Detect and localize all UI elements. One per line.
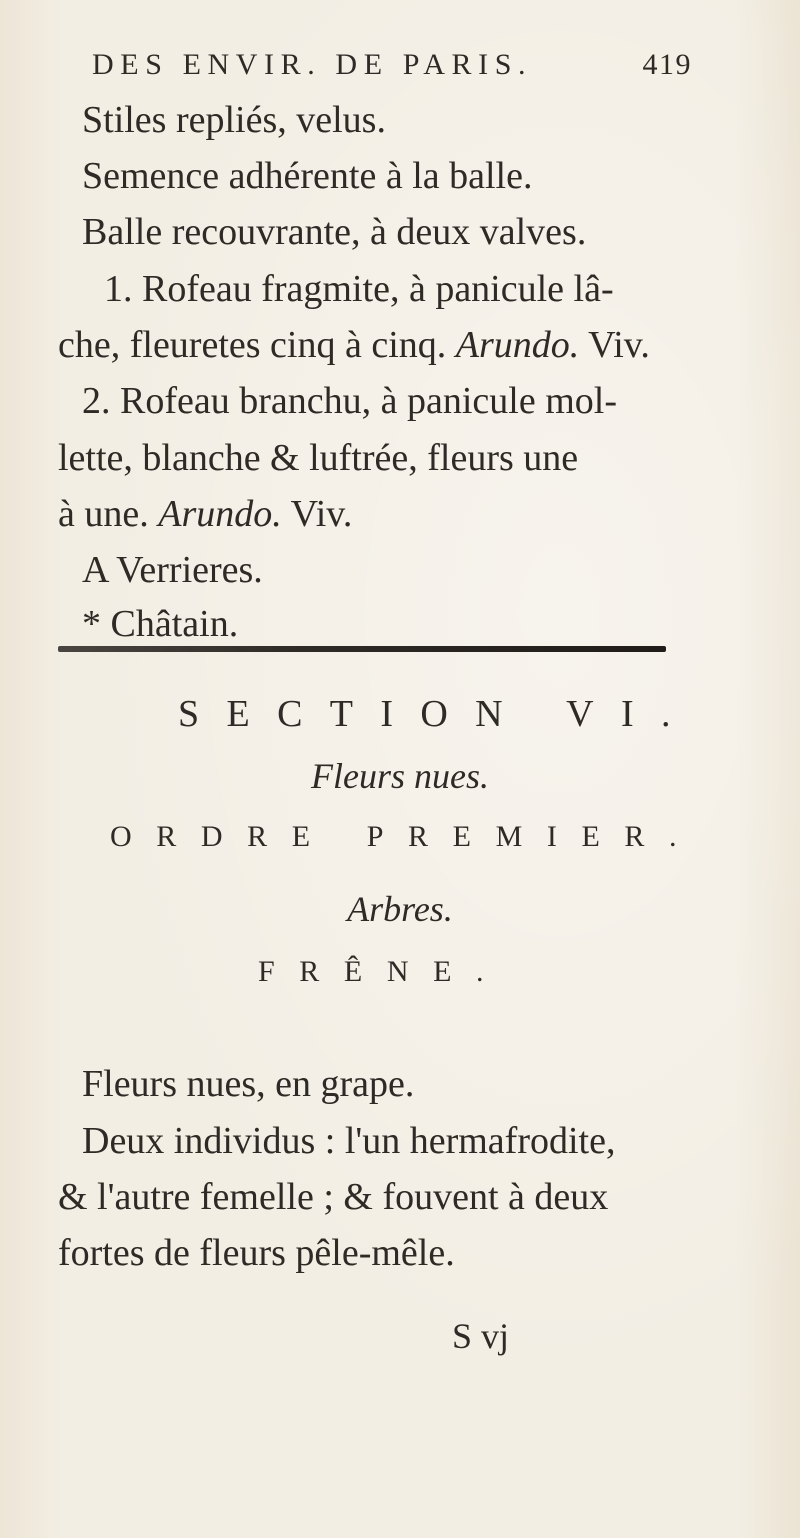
genus-heading: FRÊNE. [258,955,509,988]
section-title: SECTION VI. [178,693,698,735]
section-divider [58,646,666,652]
text-line: fortes de fleurs pêle-mêle. [58,1232,455,1274]
text-line: 2. Rofeau branchu, à panicule mol- [82,380,617,422]
text-line: * Châtain. [82,603,239,645]
running-head-title: DES ENVIR. DE PARIS. [92,48,533,81]
text-line: 1. Rofeau fragmite, à panicule lâ- [104,268,614,310]
section-subtitle: Fleurs nues. [311,756,489,796]
text-line: Fleurs nues, en grape. [82,1063,415,1105]
text-line: A Verrieres. [82,549,263,591]
text-line: Deux individus : l'un hermafrodite, [82,1120,616,1162]
text-line: che, fleuretes cinq à cinq. Arundo. Viv. [58,324,650,366]
text-line: Balle recouvrante, à deux valves. [82,211,587,253]
text-line: & l'autre femelle ; & fouvent à deux [58,1176,609,1218]
text-line: Stiles repliés, velus. [82,99,386,141]
page-number: 419 [642,48,692,81]
text-line: Semence adhérente à la balle. [82,155,533,197]
genus-name: Arundo. [158,493,282,535]
text-line: lette, blanche & luftrée, fleurs une [58,437,579,479]
class-heading: Arbres. [347,889,453,929]
text-line: à une. Arundo. Viv. [58,493,353,535]
running-head [92,48,692,88]
genus-name: Arundo. [455,324,580,366]
signature-mark: S vj [452,1316,510,1356]
order-heading: ORDRE PREMIER. [110,820,702,853]
